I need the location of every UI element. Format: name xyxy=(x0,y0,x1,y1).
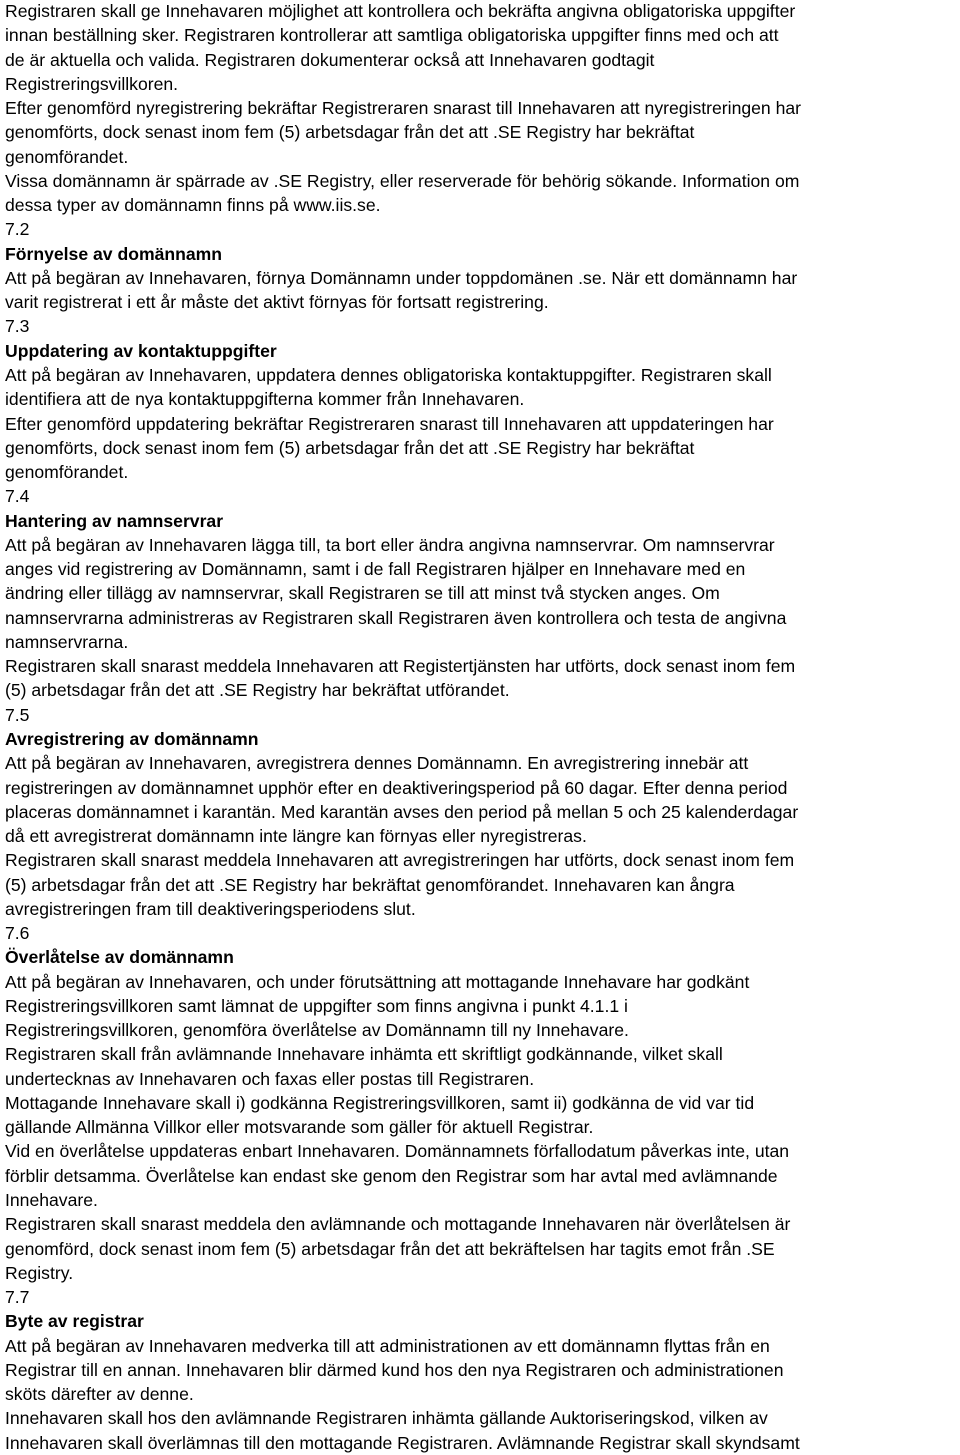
body-text-line: Vid en överlåtelse uppdateras enbart Innehavaren. Domännamnets förfallodatum påverkas inte, utan xyxy=(5,1141,790,1162)
body-text-line: Att på begäran av Innehavaren medverka till att administrationen av ett domännamn flyttas från en xyxy=(5,1335,770,1356)
section-heading: Byte av registrar xyxy=(5,1311,144,1332)
body-text-line: Att på begäran av Innehavaren, avregistrera dennes Domännamn. En avregistrering innebär att xyxy=(5,753,749,774)
section-number: 7.3 xyxy=(5,316,30,337)
body-text-line: avregistreringen fram till deaktiveringsperiodens slut. xyxy=(5,898,416,919)
body-text-line: genomförts, dock senast inom fem (5) arbetsdagar från det att .SE Registry har bekräftat xyxy=(5,437,695,458)
body-text-line: anges vid registrering av Domännamn, samt i de fall Registraren hjälper en Innehavare med en xyxy=(5,559,746,580)
body-text-line: innan beställning sker. Registraren kontrollerar att samtliga obligatoriska uppgifter finns med och att xyxy=(5,25,779,46)
body-text-line: Efter genomförd nyregistrering bekräftar Registreraren snarast till Innehavaren att nyregistreringen har xyxy=(5,98,802,119)
section-heading: Förnyelse av domännamn xyxy=(5,243,223,264)
body-text-line: genomförandet. xyxy=(5,462,129,483)
section-heading: Avregistrering av domännamn xyxy=(5,728,259,749)
body-text-line: de är aktuella och valida. Registraren dokumenterar också att Innehavaren godtagit xyxy=(5,49,655,70)
section-heading: Överlåtelse av domännamn xyxy=(5,947,234,968)
body-text-line: genomförd, dock senast inom fem (5) arbetsdagar från det att bekräftelsen har tagits emot från .SE xyxy=(5,1238,775,1259)
section-number: 7.5 xyxy=(5,704,30,725)
body-text-line: Vissa domännamn är spärrade av .SE Registry, eller reserverade för behörig sökande. Information om xyxy=(5,170,800,191)
body-text-line: ändring eller tillägg av namnservrar, skall Registraren se till att minst två stycken anges. Om xyxy=(5,583,720,604)
section-number: 7.6 xyxy=(5,923,30,944)
body-text-line: varit registrerat i ett år måste det aktivt förnyas för fortsatt registrering. xyxy=(5,292,549,313)
section-heading: Uppdatering av kontaktuppgifter xyxy=(5,340,277,361)
body-text-line: Registrar till en annan. Innehavaren blir därmed kund hos den nya Registraren och administrationen xyxy=(5,1359,784,1380)
body-text-line: Registraren skall snarast meddela den avlämnande och mottagande Innehavaren när överlåtelsen är xyxy=(5,1214,791,1235)
section-number: 7.4 xyxy=(5,486,30,507)
section-heading: Hantering av namnservrar xyxy=(5,510,224,531)
body-text-line: registreringen av domännamnet upphör efter en deaktiveringsperiod på 60 dagar. Efter denna period xyxy=(5,777,788,798)
body-text-line: Att på begäran av Innehavaren lägga till, ta bort eller ändra angivna namnservrar. Om namnservrar xyxy=(5,534,775,555)
body-text-line: Innehavaren skall överlämnas till den mottagande Registraren. Avlämnande Registrar skall skyndsamt xyxy=(5,1432,800,1453)
body-text-line: förblir detsamma. Överlåtelse kan endast ske genom den Registrar som har avtal med avlämnande xyxy=(5,1165,778,1186)
body-text-line: Registraren skall snarast meddela Innehavaren att avregistreringen har utförts, dock senast inom fem xyxy=(5,850,795,871)
body-text-line: Registraren skall från avlämnande Innehavare inhämta ett skriftligt godkännande, vilket skall xyxy=(5,1044,723,1065)
body-text-line: Registry. xyxy=(5,1262,74,1283)
body-text-line: gällande Allmänna Villkor eller motsvarande som gäller för aktuell Registrar. xyxy=(5,1117,594,1138)
body-text-line: Innehavaren skall hos den avlämnande Registraren inhämta gällande Auktoriseringskod, vilken av xyxy=(5,1408,768,1429)
body-text-line: då ett avregistrerat domännamn inte längre kan förnyas eller nyregistreras. xyxy=(5,826,587,847)
body-text-line: Att på begäran av Innehavaren, förnya Domännamn under toppdomänen .se. När ett domännamn har xyxy=(5,267,798,288)
section-number: 7.2 xyxy=(5,219,30,240)
body-text-line: Att på begäran av Innehavaren, och under förutsättning att mottagande Innehavare har godkänt xyxy=(5,971,750,992)
body-text-line: sköts därefter av denne. xyxy=(5,1384,194,1405)
body-text-line: identifiera att de nya kontaktuppgifterna kommer från Innehavaren. xyxy=(5,389,525,410)
body-text-line: Registreringsvillkoren samt lämnat de uppgifter som finns angivna i punkt 4.1.1 i xyxy=(5,995,628,1016)
body-text-line: Efter genomförd uppdatering bekräftar Registreraren snarast till Innehavaren att uppdateringen har xyxy=(5,413,774,434)
body-text-line: Registreringsvillkoren. xyxy=(5,73,179,94)
section-number: 7.7 xyxy=(5,1287,30,1308)
body-text-line: Mottagande Innehavare skall i) godkänna Registreringsvillkoren, samt ii) godkänna de vid var tid xyxy=(5,1092,755,1113)
body-text-line: placeras domännamnet i karantän. Med karantän avses den period på mellan 5 och 25 kalenderdagar xyxy=(5,801,799,822)
body-text-line: (5) arbetsdagar från det att .SE Registry har bekräftat genomförandet. Innehavaren kan ångra xyxy=(5,874,735,895)
body-text-line: undertecknas av Innehavaren och faxas eller postas till Registraren. xyxy=(5,1068,535,1089)
body-text-line: namnservrarna. xyxy=(5,631,129,652)
body-text-line: Att på begäran av Innehavaren, uppdatera dennes obligatoriska kontaktuppgifter. Registraren skall xyxy=(5,364,772,385)
body-text-line: namnservrarna administreras av Registraren skall Registraren även kontrollera och testa de angivna xyxy=(5,607,787,628)
body-text-line: Registraren skall ge Innehavaren möjlighet att kontrollera och bekräfta angivna obligatoriska uppgifter xyxy=(5,1,796,21)
body-text-line: genomförts, dock senast inom fem (5) arbetsdagar från det att .SE Registry har bekräftat xyxy=(5,122,695,143)
body-text-line: dessa typer av domännamn finns på www.iis.se. xyxy=(5,195,381,216)
body-text-line: genomförandet. xyxy=(5,146,129,167)
body-text-line: Innehavare. xyxy=(5,1190,98,1211)
document-page xyxy=(5,0,960,1455)
body-text-line: Registraren skall snarast meddela Innehavaren att Registertjänsten har utförts, dock senast inom fem xyxy=(5,656,796,677)
body-text-line: Registreringsvillkoren, genomföra överlåtelse av Domännamn till ny Innehavare. xyxy=(5,1020,629,1041)
body-text-line: (5) arbetsdagar från det att .SE Registry har bekräftat utförandet. xyxy=(5,680,510,701)
